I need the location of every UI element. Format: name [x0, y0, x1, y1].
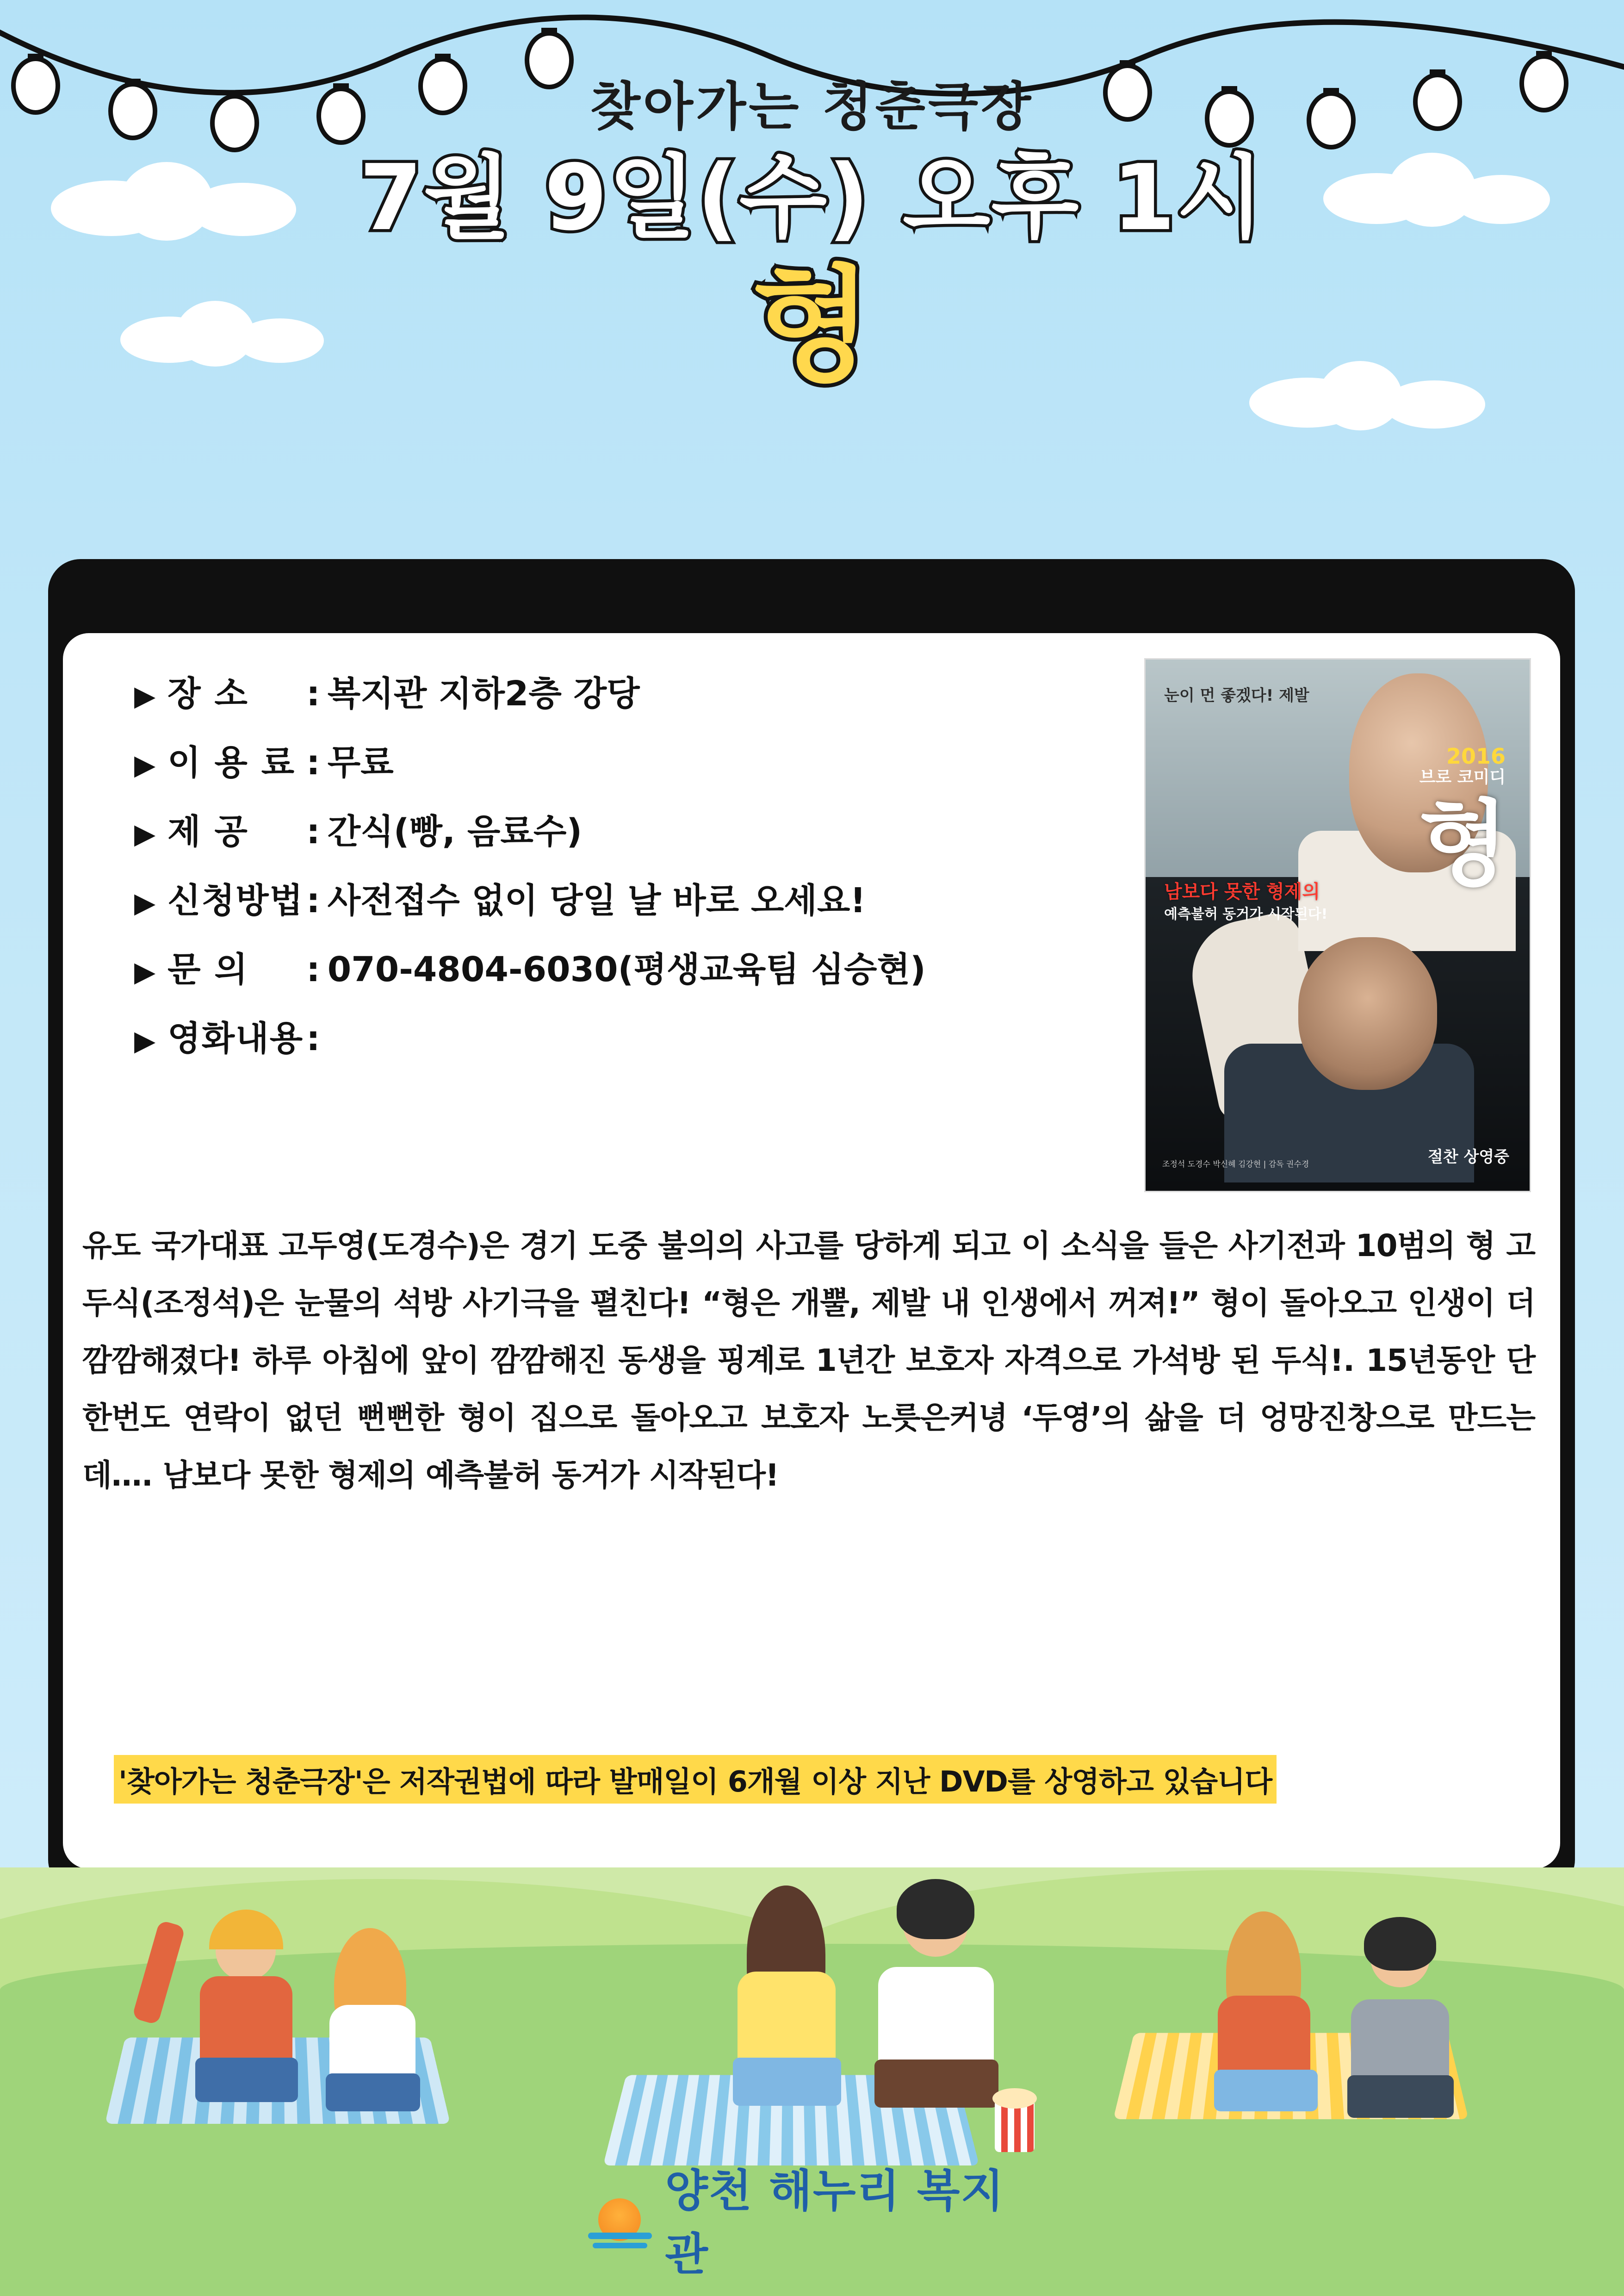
person-left-woman-legs	[326, 2073, 420, 2111]
info-label-application: 신청방법	[167, 881, 304, 921]
info-value-application: 사전접수 없이 당일 날 바로 오세요!	[327, 881, 866, 921]
person-right-woman-legs	[1214, 2070, 1318, 2111]
movie-title: 형	[752, 253, 872, 398]
person-left-man-torso	[200, 1976, 292, 2069]
poster-tagline-white: 예측불허 동거가 시작된다!	[1164, 906, 1328, 922]
info-label-offering: 제 공	[167, 812, 248, 852]
person-center-man-legs	[874, 2060, 998, 2108]
triangle-bullet-icon: ▶	[134, 887, 156, 919]
sunrise-icon	[585, 2184, 653, 2254]
info-row-contact	[134, 942, 1161, 991]
poster-tagline-red: 남보다 못한 형제의	[1164, 881, 1320, 902]
triangle-bullet-icon: ▶	[134, 749, 156, 781]
person-right-man-hair	[1364, 1917, 1436, 1971]
person-center-woman-legs	[733, 2058, 841, 2106]
organization-name: 양천 해누리 복지관	[665, 2165, 1005, 2280]
popcorn-box	[995, 2101, 1035, 2152]
info-value-contact: 070-4804-6030(평생교육팀 심승현)	[327, 950, 926, 989]
poster-title-glyph: 형	[1419, 790, 1508, 898]
info-colon-offering: :	[306, 812, 320, 852]
person-center-woman	[713, 1879, 870, 2101]
poster-now-showing-label: 절찬 상영중	[1427, 1148, 1509, 1166]
program-subtitle: 찾아가는 청춘극장	[590, 77, 1034, 137]
info-colon-venue: :	[306, 674, 320, 714]
person-center-man-hair	[897, 1879, 974, 1939]
poster-title-block	[0, 77, 1624, 398]
info-label-venue: 장 소	[167, 674, 248, 714]
person-left-woman-torso	[329, 2005, 415, 2084]
event-info-list	[134, 666, 1161, 1080]
wave-shape-icon	[588, 2233, 652, 2239]
person-right-woman	[1194, 1907, 1342, 2106]
info-row-offering	[134, 804, 1161, 853]
triangle-bullet-icon: ▶	[134, 680, 156, 712]
info-colon-synopsis: :	[306, 1019, 320, 1058]
person-left-man-legs	[195, 2058, 298, 2102]
info-row-fee	[134, 735, 1161, 784]
poster-genre-text: 브로 코미디	[1419, 767, 1506, 787]
movie-synopsis-text: 유도 국가대표 고두영(도경수)은 경기 도중 불의의 사고를 당하게 되고 이 소식을 들은 사기전과 10범의 형 고두식(조정석)은 눈물의 석방 사기극을 펼친다! “형은 개뿔, 제발 내 인생에서 꺼져!” 형이 돌아오고 인생이 더 깜깜해졌다! 하루 아침에 앞이 깜깜해진 동생을 핑계로 1년간 보호자 자격으로 가석방 된 두식!. 15년동안 단 한번도 연락이 없던 뻔뻔한 형이 집으로 돌아오고 보호자 노릇은커녕 ‘두영’의 삶을 더 엉망진창으로 만드는데…. 남보다 못한 형제의 예측불허 동거가 시작된다!	[82, 1228, 1535, 1493]
triangle-bullet-icon: ▶	[134, 1025, 156, 1057]
info-value-venue: 복지관 지하2층 강당	[327, 674, 640, 714]
person-right-man-torso	[1351, 1999, 1449, 2087]
person-right-woman-torso	[1218, 1996, 1310, 2082]
info-colon-fee: :	[306, 743, 320, 783]
person-right-man-legs	[1347, 2075, 1454, 2118]
person-left-man-hat	[209, 1910, 283, 1949]
info-label-contact: 문 의	[167, 950, 248, 989]
poster-credits-text: 조정석 도경수 박신혜 김강현 | 감독 권수경	[1162, 1159, 1309, 1169]
movie-poster-image	[1146, 660, 1530, 1191]
info-row-venue	[134, 666, 1161, 716]
info-value-fee: 무료	[327, 743, 394, 783]
poster-handwritten-note: 눈이 먼 좋겠다! 제발	[1164, 686, 1309, 705]
copyright-notice: '찾아가는 청춘극장'은 저작권법에 따라 발매일이 6개월 이상 지난 DVD를 상영하고 있습니다	[114, 1755, 1277, 1804]
info-value-offering: 간식(빵, 음료수)	[327, 812, 583, 852]
poster-year-text: 2016	[1446, 744, 1506, 769]
person-center-woman-torso	[738, 1972, 836, 2069]
triangle-bullet-icon: ▶	[134, 818, 156, 850]
info-row-synopsis-header	[134, 1011, 1161, 1060]
info-colon-application: :	[306, 881, 320, 921]
info-colon-contact: :	[306, 950, 320, 989]
event-date-title: 7월 9일(수) 오후 1시	[359, 145, 1265, 251]
info-label-synopsis: 영화내용	[167, 1019, 304, 1058]
info-label-fee: 이 용 료	[167, 743, 296, 783]
poster-year-genre	[1419, 745, 1506, 786]
person-center-man-torso	[878, 1967, 994, 2073]
organization-logo	[585, 2165, 1039, 2280]
wave-shape-icon-2	[593, 2243, 647, 2248]
info-row-application	[134, 873, 1161, 922]
popcorn-kernels	[992, 2088, 1037, 2109]
person-right-man	[1328, 1911, 1476, 2110]
person-center-man	[856, 1870, 1023, 2106]
poster-person-b-face	[1298, 937, 1437, 1090]
person-left-man	[176, 1902, 324, 2097]
triangle-bullet-icon: ▶	[134, 956, 156, 988]
person-left-woman	[305, 1925, 444, 2101]
